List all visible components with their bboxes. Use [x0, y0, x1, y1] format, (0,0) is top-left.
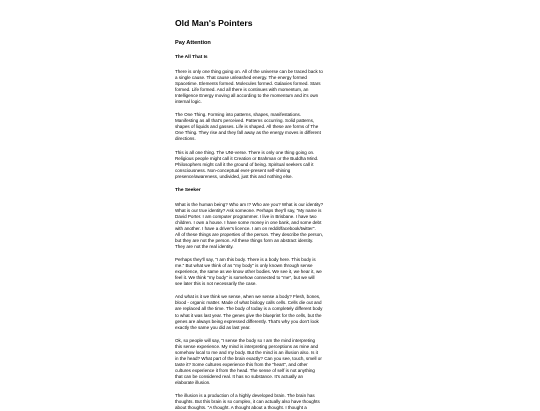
document-page: [175, 18, 375, 411]
paragraph: Ok, so people will say, "I sense the body so I am the mind interpreting this sense experience. My mind is interpreting perceptions as mine and somehow local to me and my body. But the mind is an illusion also. Is it in the head? What part of the brain exactly? Can you see, touch, smell or taste it? Some cultures experience this from the "heart", and other cultures experience it from the head. The sense of self is not anything that can be considered real. It has no substance. It's actually an elaborate illusion.: [175, 337, 322, 385]
paragraph: The illusion is a production of a highly developed brain. The brain has thoughts. But this brain is so complex, it can actually also have thoughts about thoughts. "A thought. A thought about a thought. I thought a: [175, 393, 320, 411]
page-title: Old Man's Pointers: [175, 18, 253, 28]
paragraph: There is only one thing going on. All of the universe can be traced back to a single cause. That cause unleashed energy. The energy formed Spacetime. Elements formed. Molecules formed. Galaxies formed. Stars formed. Life formed. And all there is continues with momentum, an Intelligence Energy moving all according to the momentum and it's own internal logic.: [175, 69, 323, 105]
paragraph: This is all one thing. The UNI-verse. There is only one thing going on. Religious people might call it Creation or Brahman or the Buddha Mind. Philosophers might call it the ground of being. Spiritual seekers call it consciousness. Non-conceptual ever-present self-shining presence/awareness, undivided, just this and nothing else.: [175, 149, 319, 179]
subsection-heading-the-all-that-is: The All That Is: [175, 55, 208, 60]
paragraph: Perhaps they'll say, "I am this body. There is a body here. This body is me." But what we think of as "my body" is only known through sense experience, the same as we know other bodies. We see it, we hear it, we feel it. We think "my body" is somehow connected to "me", but we will see later this is not necessarily the case.: [175, 257, 322, 287]
subsection-heading-the-seeker: The Seeker: [175, 187, 201, 193]
paragraph: And what is it we think we sense, when we sense a body? Flesh, bones, blood - organic matter. Made of what biology calls cells. Cells die out and are replaced all the time. The body of today is a completely different body to what it was last year. The genes give the blueprint for the cells, but the genes are always being expressed differently. That's why you don't look exactly the same you did as last year.: [175, 294, 323, 330]
paragraph: The One Thing. Forming into patterns, shapes, manifestations. Manifesting as all that's perceived. Patterns occurring. Solid patterns, shapes of liquids and gasses. Life is shaped. All these are forms of The One Thing. They rise and they fall away as the energy moves in different directions.: [175, 112, 321, 142]
paragraph: What is the human being? Who am I? Who are you? What is our identity? What is our true identity? Ask someone. Perhaps they'll say, "My name is David Porter. I am computer programmer. I live in Brisbane. I have two children. I own a house. I have some money in one bank, and some debt with another. I have a driver's licence. I am on reddit/facebook/twitter". All of these things are properties of the person. They describe the person, but they are not the person. All these things form an abstract identity. They are not the real identity.: [175, 201, 324, 250]
section-heading: Pay Attention: [175, 40, 211, 46]
